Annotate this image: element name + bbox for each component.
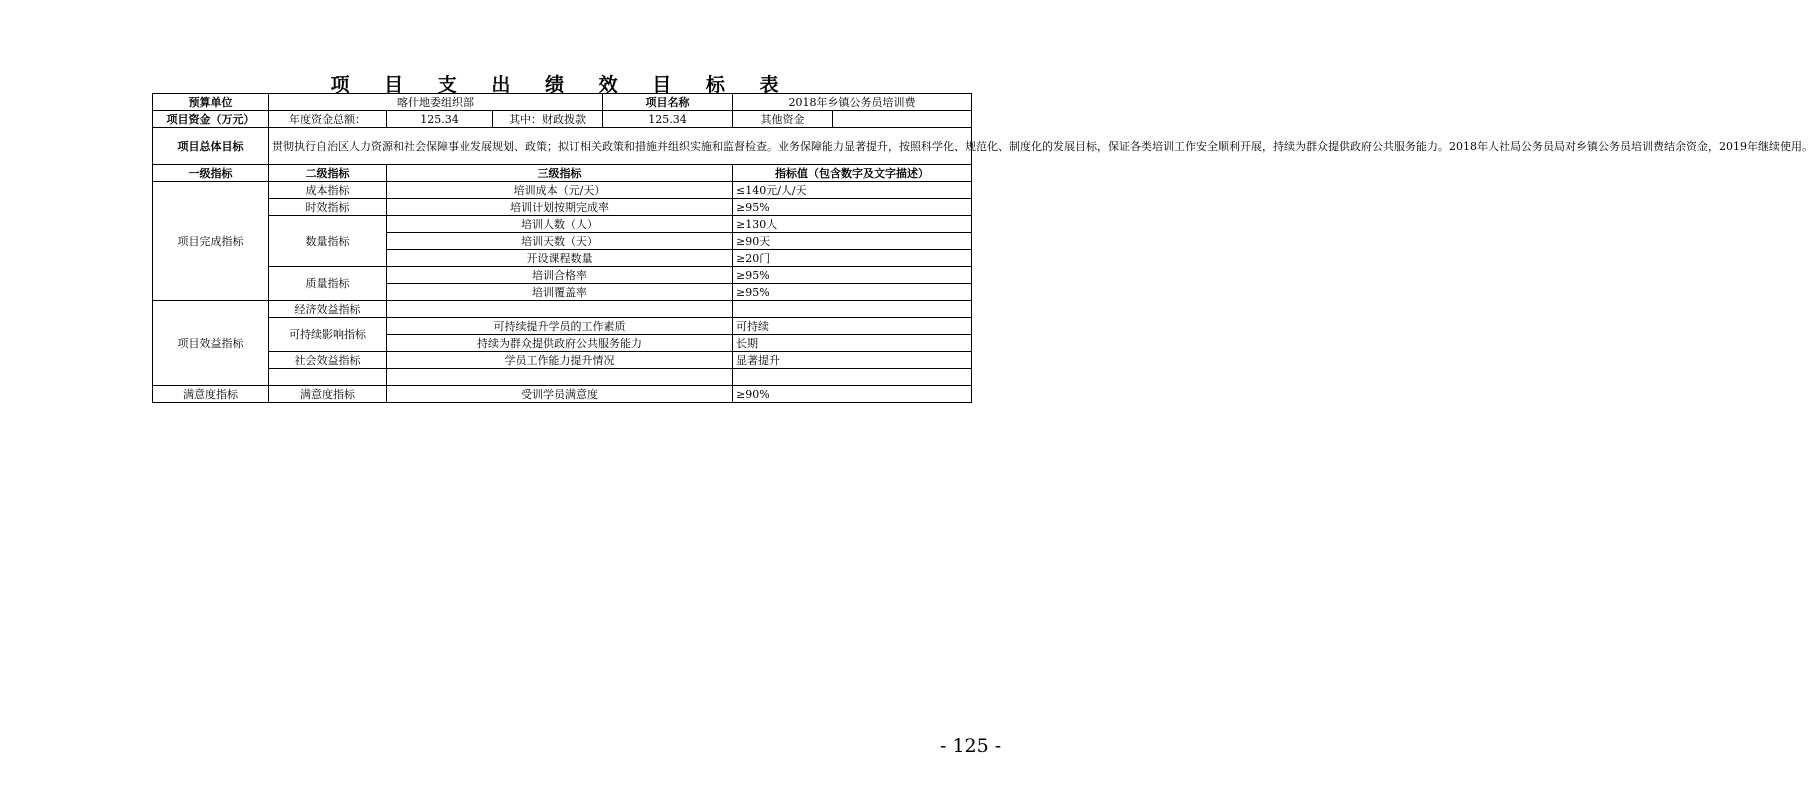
indicator-value: ≥130人 xyxy=(733,216,972,233)
table-row xyxy=(153,267,972,284)
indicator-value: ≥95% xyxy=(733,267,972,284)
indicator-value: ≥95% xyxy=(733,199,972,216)
indicator-name: 培训计划按期完成率 xyxy=(387,199,733,216)
sub-cost: 成本指标 xyxy=(269,182,387,199)
table-row xyxy=(153,369,972,386)
sub-satisfaction: 满意度指标 xyxy=(269,386,387,403)
funds-row xyxy=(153,111,972,128)
table-row xyxy=(153,318,972,335)
group-satisfaction: 满意度指标 xyxy=(153,386,269,403)
indicator-name: 受训学员满意度 xyxy=(387,386,733,403)
indicator-name xyxy=(387,369,733,386)
other-funds-label: 其他资金 xyxy=(733,111,833,128)
goal-label: 项目总体目标 xyxy=(153,128,269,165)
page-title: 项 目 支 出 绩 效 目 标 表 xyxy=(330,74,793,96)
sub-quality: 质量指标 xyxy=(269,267,387,301)
performance-table xyxy=(152,93,1813,403)
indicator-value xyxy=(733,369,972,386)
goal-text: 贯彻执行自治区人力资源和社会保障事业发展规划、政策；拟订相关政策和措施并组织实施和监督检查。业务保障能力显著提升，按照科学化、规范化、制度化的发展目标，保证各类培训工作安全顺利开展，持续为群众提供政府公共服务能力。2018年人社局公务员局对乡镇公务员培训费结余资金，2019年继续使用。 xyxy=(269,128,972,165)
budget-unit-value: 喀什地委组织部 xyxy=(269,94,603,111)
column-header-row xyxy=(153,165,972,182)
other-funds-value xyxy=(833,111,972,128)
table-row xyxy=(153,199,972,216)
indicator-name: 持续为群众提供政府公共服务能力 xyxy=(387,335,733,352)
header-row xyxy=(153,94,972,111)
table-row xyxy=(153,352,972,369)
indicator-value: ≥95% xyxy=(733,284,972,301)
sub-empty xyxy=(269,369,387,386)
page-number: - 125 - xyxy=(940,735,1002,757)
fiscal-value: 125.34 xyxy=(603,111,733,128)
project-name-label: 项目名称 xyxy=(603,94,733,111)
sub-timeliness: 时效指标 xyxy=(269,199,387,216)
indicator-name: 开设课程数量 xyxy=(387,250,733,267)
table-row xyxy=(153,216,972,233)
indicator-name: 学员工作能力提升情况 xyxy=(387,352,733,369)
annual-total-value: 125.34 xyxy=(387,111,493,128)
budget-unit-label: 预算单位 xyxy=(153,94,269,111)
indicator-value: 可持续 xyxy=(733,318,972,335)
col-value: 指标值（包含数字及文字描述） xyxy=(733,165,972,182)
fiscal-label: 其中：财政拨款 xyxy=(493,111,603,128)
group-completion: 项目完成指标 xyxy=(153,182,269,301)
indicator-name: 培训成本（元/天） xyxy=(387,182,733,199)
group-benefit: 项目效益指标 xyxy=(153,301,269,386)
indicator-value: 长期 xyxy=(733,335,972,352)
annual-total-label: 年度资金总额： xyxy=(269,111,387,128)
funds-label: 项目资金（万元） xyxy=(153,111,269,128)
goal-row xyxy=(153,128,972,165)
sub-quantity: 数量指标 xyxy=(269,216,387,267)
indicator-name: 培训合格率 xyxy=(387,267,733,284)
sub-economic: 经济效益指标 xyxy=(269,301,387,318)
col-level1: 一级指标 xyxy=(153,165,269,182)
indicator-name: 培训覆盖率 xyxy=(387,284,733,301)
indicator-value: ≤140元/人/天 xyxy=(733,182,972,199)
indicator-value: 显著提升 xyxy=(733,352,972,369)
project-name-value: 2018年乡镇公务员培训费 xyxy=(733,94,972,111)
table-row xyxy=(153,182,972,199)
indicator-value: ≥90天 xyxy=(733,233,972,250)
col-level3: 三级指标 xyxy=(387,165,733,182)
table-row xyxy=(153,301,972,318)
sub-social: 社会效益指标 xyxy=(269,352,387,369)
col-level2: 二级指标 xyxy=(269,165,387,182)
indicator-name xyxy=(387,301,733,318)
indicator-value: ≥90% xyxy=(733,386,972,403)
indicator-value: ≥20门 xyxy=(733,250,972,267)
indicator-name: 可持续提升学员的工作素质 xyxy=(387,318,733,335)
indicator-name: 培训人数（人） xyxy=(387,216,733,233)
sub-sustainable: 可持续影响指标 xyxy=(269,318,387,352)
table-row xyxy=(153,386,972,403)
indicator-name: 培训天数（天） xyxy=(387,233,733,250)
indicator-value xyxy=(733,301,972,318)
